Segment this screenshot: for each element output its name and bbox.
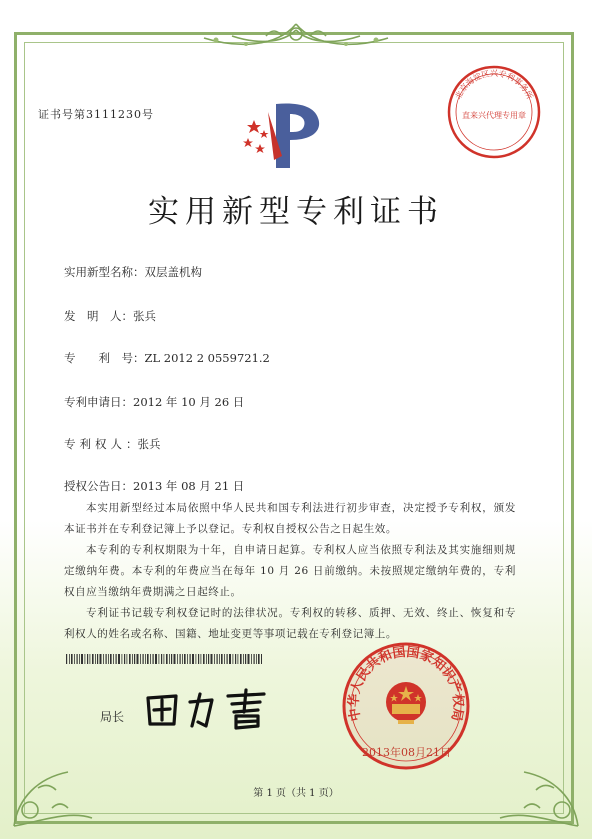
body-paragraph-1: 本实用新型经过本局依照中华人民共和国专利法进行初步审查，决定授予专利权，颁发本证书并在专利登记簿上予以登记。专利权自授权公告之日起生效。 (64, 502, 516, 535)
agent-seal-center: 直来兴代理专用章 (462, 111, 526, 120)
patent-office-logo-icon (238, 98, 328, 174)
field-value: 双层盖机构 (144, 265, 202, 279)
field-application-date: 专利申请日：2012 年 10 月 26 日 (64, 395, 245, 409)
field-label: 发 明 人 (64, 309, 122, 323)
field-utility-model-name: 实用新型名称：双层盖机构 (64, 265, 202, 279)
body-paragraph-2: 本专利的专利权期限为十年，自申请日起算。专利权人应当依照专利法及其实施细则规定缴纳年费。本专利的年费应当在每年 10 月 26 日前缴纳。未按照规定缴纳年费的，专利权自应当缴纳年费期满之日起终止。 (64, 544, 516, 598)
agent-seal-text: 北京海淀区兴专利事务所 (453, 69, 535, 101)
field-label: 专利申请日 (64, 395, 122, 409)
top-ornament-icon (196, 18, 396, 58)
field-label: 实用新型名称 (64, 265, 133, 279)
field-value: 2013 年 08 月 21 日 (133, 479, 245, 493)
field-inventor: 发 明 人：张兵 (64, 309, 156, 323)
seal-text: 中华人民共和国国家知识产权局 (346, 644, 466, 723)
field-value: 张兵 (137, 437, 161, 451)
agent-seal-icon (444, 62, 544, 162)
director-label: 局长 (100, 710, 125, 724)
field-label: 授权公告日 (64, 479, 122, 493)
field-value: 张兵 (133, 309, 156, 323)
field-patentee: 专利权人：张兵 (64, 437, 161, 451)
field-patent-number: 专 利 号：ZL 2012 2 0559721.2 (64, 351, 270, 365)
director-signature-icon (140, 684, 280, 732)
seal-date: 2013年08月21日 (362, 746, 451, 759)
field-value: ZL 2012 2 0559721.2 (144, 351, 270, 365)
field-value: 2012 年 10 月 26 日 (133, 395, 245, 409)
body-paragraph-3: 专利证书记载专利权登记时的法律状况。专利权的转移、质押、无效、终止、恢复和专利权人的姓名或名称、国籍、地址变更等事项记载在专利登记簿上。 (64, 607, 516, 640)
barcode-icon (66, 654, 262, 664)
field-grant-date: 授权公告日：2013 年 08 月 21 日 (64, 479, 245, 493)
svg-text:北京海淀区兴专利事务所 (453, 68, 535, 100)
certificate-body (64, 498, 516, 645)
field-label: 专 利 号 (64, 351, 133, 365)
field-label: 专利权人 (64, 437, 126, 451)
page-footer: 第 1 页（共 1 页） (253, 788, 339, 799)
certificate-title: 实用新型专利证书 (148, 194, 444, 230)
certificate-number: 证书号第3111230号 (38, 108, 154, 121)
